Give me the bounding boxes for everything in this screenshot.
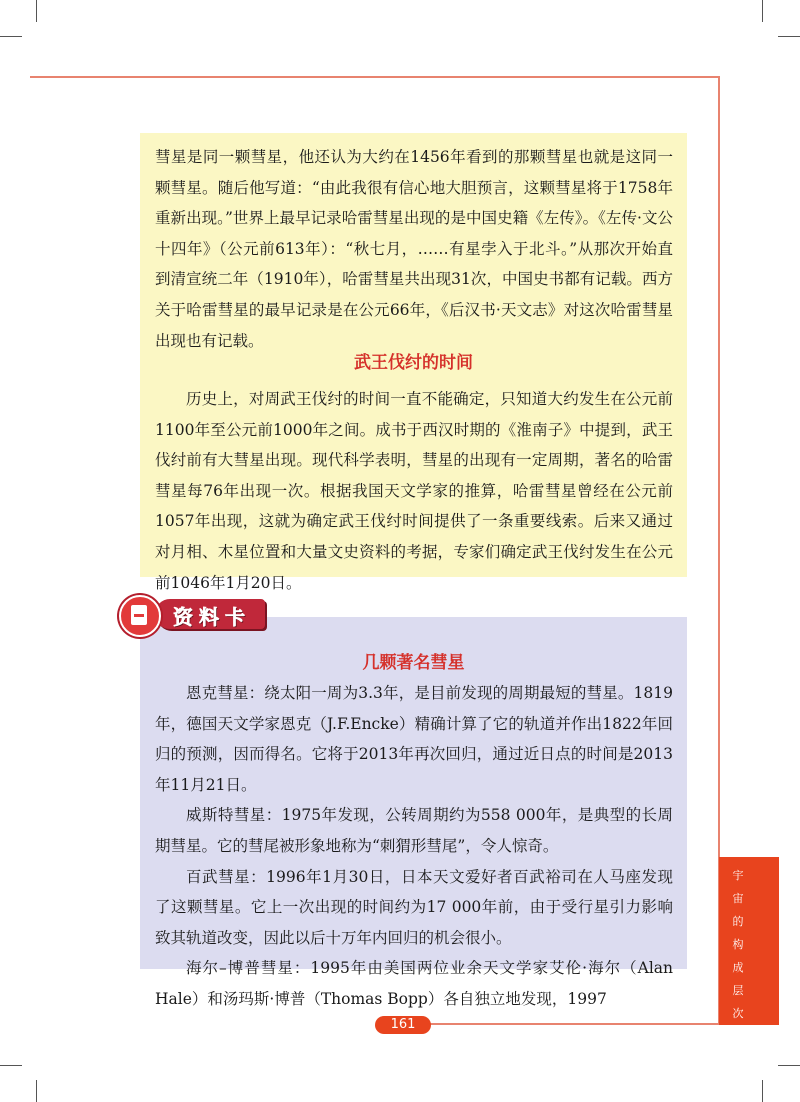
side-tab-char: 的 (732, 915, 744, 928)
info-card-badge (119, 595, 161, 637)
crop-mark (0, 1065, 22, 1066)
info-card-label: 资料卡 (173, 605, 251, 629)
frame-line-top (30, 76, 720, 78)
hyakutake-paragraph: 百武彗星：1996年1月30日，日本天文爱好者百武裕司在人马座发现了这颗彗星。它上一次出现的时间约为17 000年前，由于受行星引力影响致其轨道改变，因此以后十万年内回归的机会很小。 (155, 867, 673, 947)
side-tab-char: 宙 (732, 892, 744, 905)
comets-paragraphs (155, 678, 673, 1015)
crop-mark (778, 1065, 800, 1066)
hale-bopp-paragraph: 海尔–博普彗星：1995年由美国两位业余天文学家艾伦·海尔（Alan Hale）和汤玛斯·博普（Thomas Bopp）各自独立地发现，1997 (155, 959, 673, 1008)
crop-mark (762, 0, 763, 22)
side-tab-char: 次 (732, 1007, 744, 1020)
side-tab-char: 层 (732, 984, 744, 997)
crop-mark (36, 1080, 37, 1102)
side-tab-char: 构 (732, 938, 744, 951)
section-heading-wuwang: 武王伐纣的时间 (354, 353, 473, 373)
encke-paragraph: 恩克彗星：绕太阳一周为3.3年，是目前发现的周期最短的彗星。1819年，德国天文学家恩克（J.F.Encke）精确计算了它的轨道并作出1822年回归的预测，因而得名。它将于2013年再次回归，通过近日点的时间是2013年11月21日。 (155, 684, 673, 794)
halley-paragraph (155, 142, 673, 356)
side-tab-char: 成 (732, 961, 744, 974)
side-tab-char: 宇 (732, 869, 744, 882)
crop-mark (778, 36, 800, 37)
document-icon (131, 605, 147, 625)
info-card-tab (115, 595, 265, 635)
frame-line-bottom (430, 1023, 720, 1025)
crop-mark (0, 36, 22, 37)
wuwang-text: 历史上，对周武王伐纣的时间一直不能确定，只知道大约发生在公元前1100年至公元前1000年之间。成书于西汉时期的《淮南子》中提到，武王伐纣前有大彗星出现。现代科学表明，彗星的出现有一定周期，著名的哈雷彗星每76年出现一次。根据我国天文学家的推算，哈雷彗星曾经在公元前1057年出现，这就为确定武王伐纣时间提供了一条重要线索。后来又通过对月相、木星位置和大量文史资料的考据，专家们确定武王伐纣发生在公元前1046年1月20日。 (155, 390, 673, 592)
west-paragraph: 威斯特彗星：1975年发现，公转周期约为558 000年，是典型的长周期彗星。它的彗尾被形象地称为“刺猬形彗尾”，令人惊奇。 (155, 806, 673, 855)
crop-mark (36, 0, 37, 22)
crop-mark (762, 1080, 763, 1102)
chapter-side-tab (719, 857, 779, 1025)
page-number: 161 (375, 1016, 431, 1034)
wuwang-paragraph (155, 384, 673, 598)
section-heading-comets: 几颗著名彗星 (362, 653, 465, 673)
halley-text: 彗星是同一颗彗星，他还认为大约在1456年看到的那颗彗星也就是这同一颗彗星。随后他写道：“由此我很有信心地大胆预言，这颗彗星将于1758年重新出现。”世界上最早记录哈雷彗星出现的是中国史籍《左传》。《左传·文公十四年》（公元前613年）：“秋七月，……有星孛入于北斗。”从那次开始直到清宣统二年（1910年），哈雷彗星共出现31次，中国史书都有记载。西方关于哈雷彗星的最早记录是在公元66年，《后汉书·天文志》对这次哈雷彗星出现也有记载。 (155, 148, 673, 350)
